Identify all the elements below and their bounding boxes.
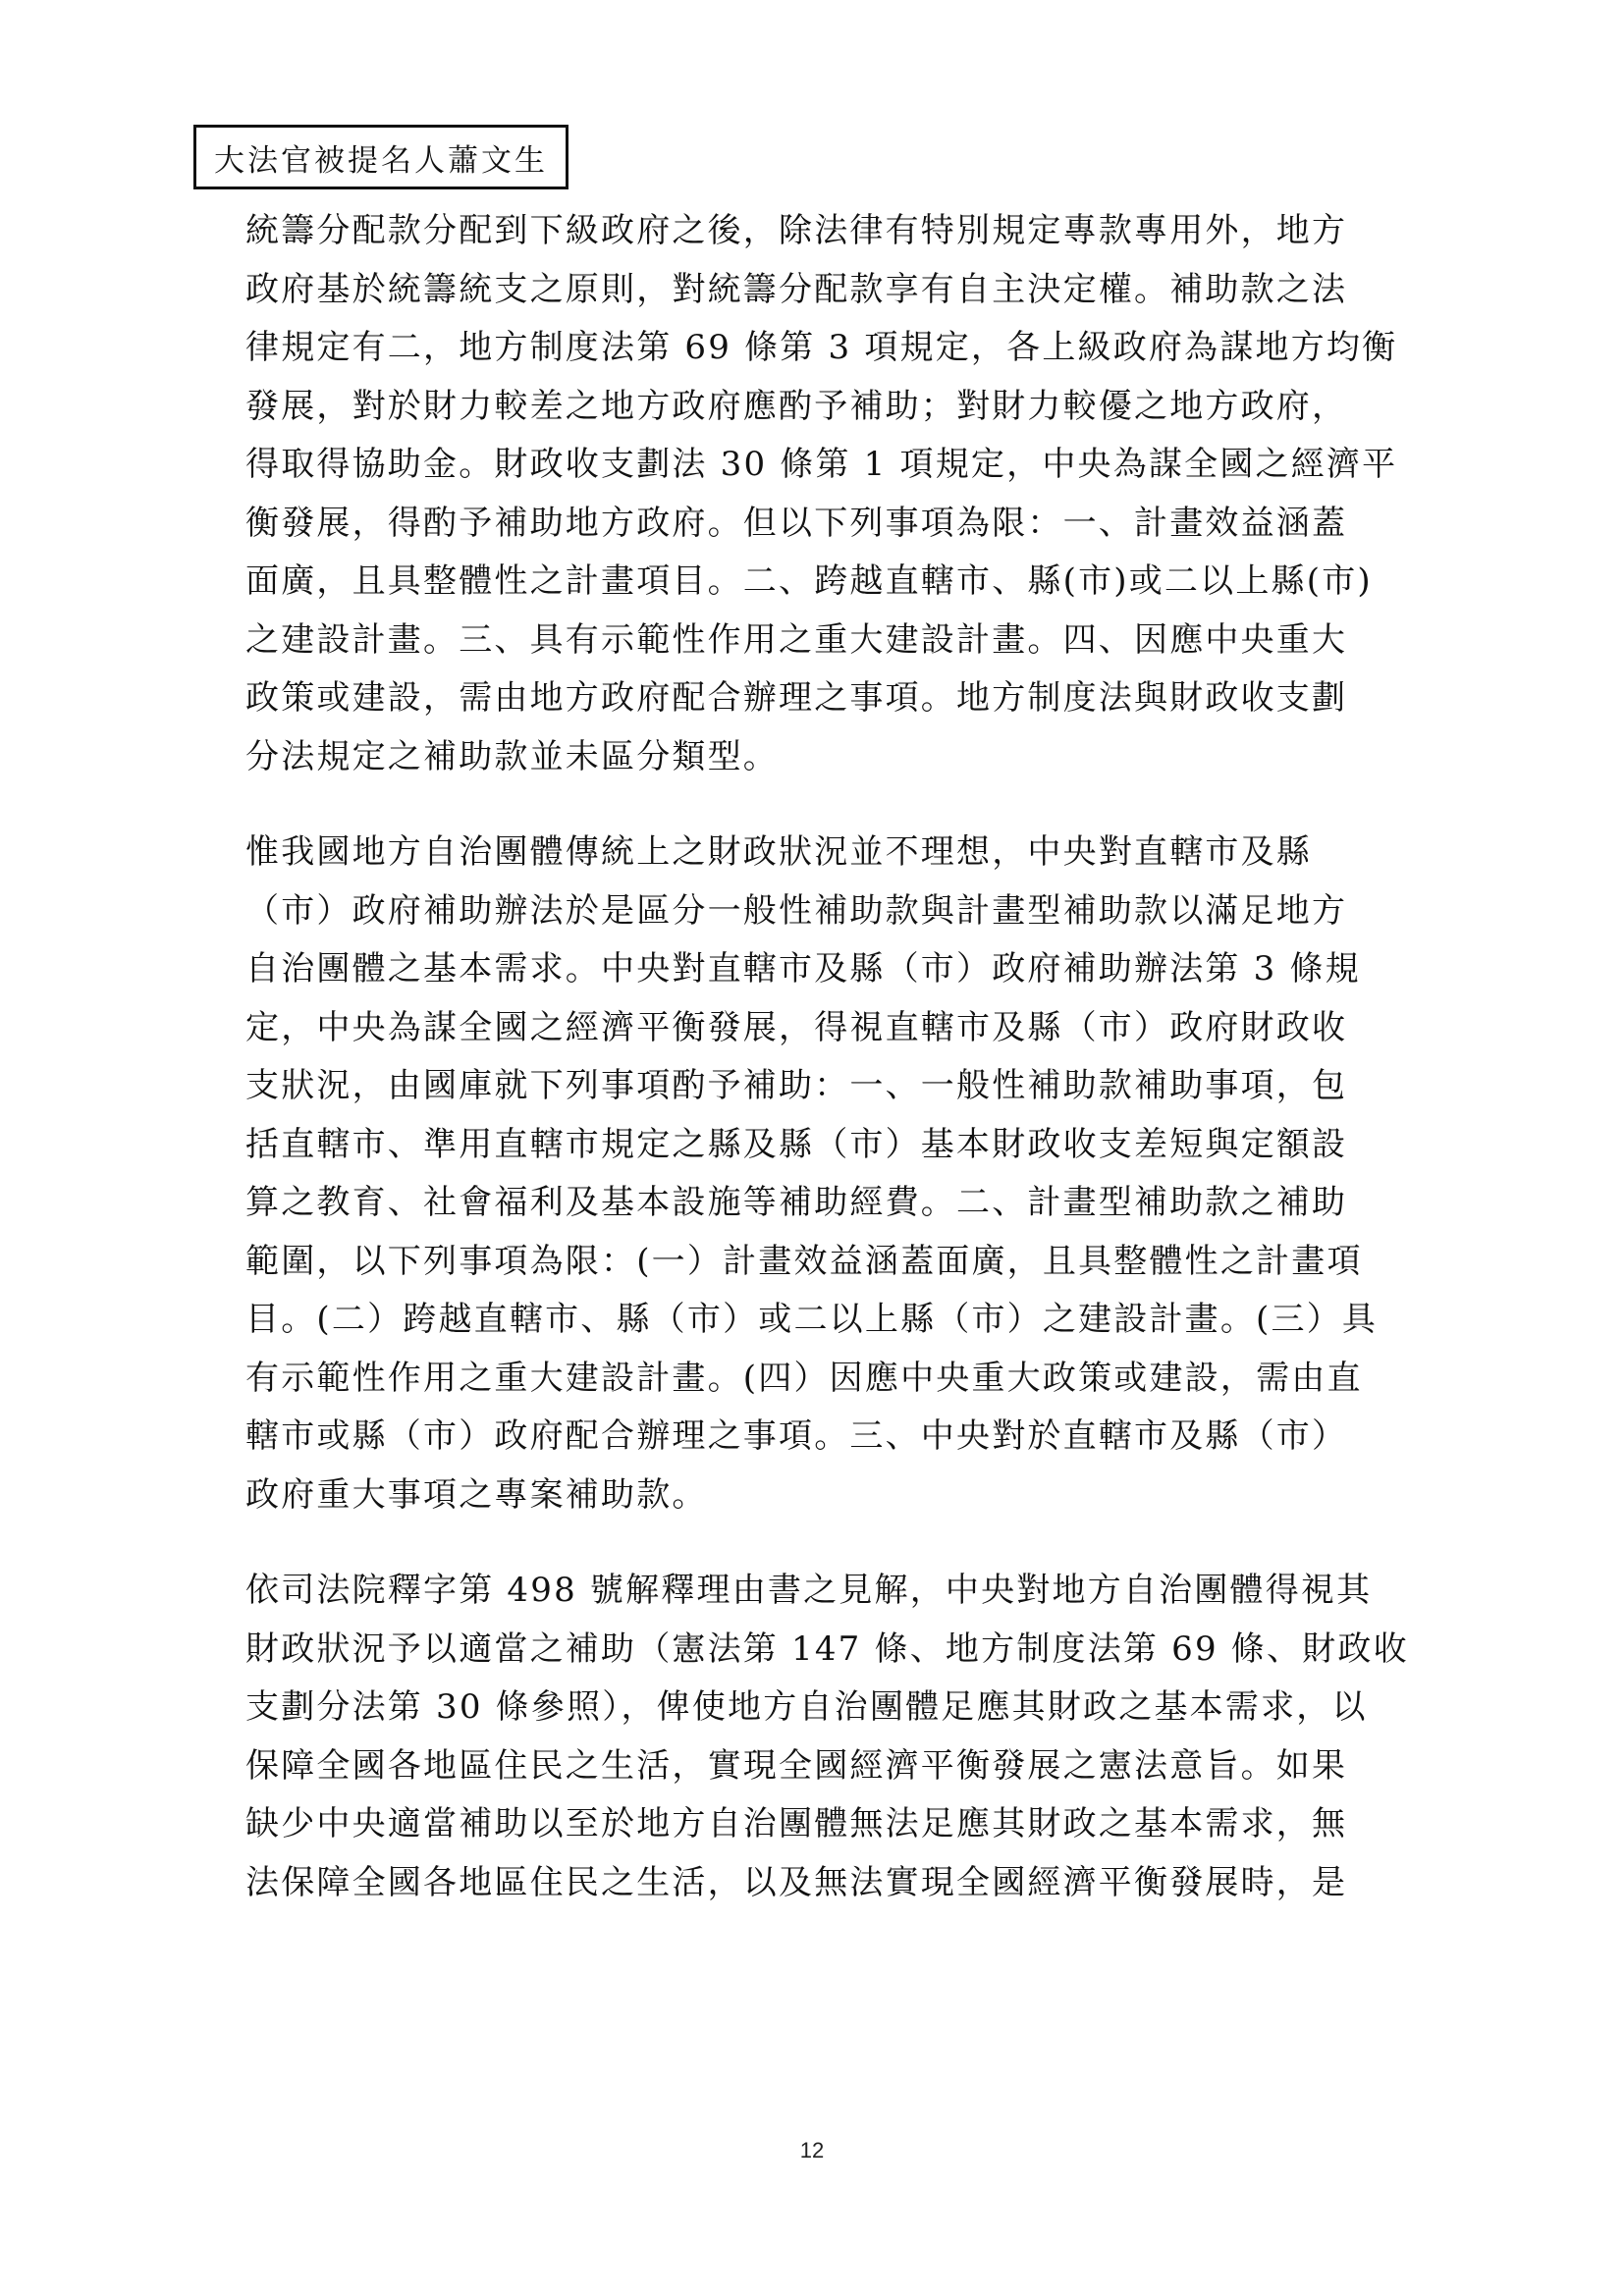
text-line: 括直轄市、準用直轄市規定之縣及縣（市）基本財政收支差短與定額設 xyxy=(245,1124,1348,1164)
document-body xyxy=(245,202,1443,1949)
text-line: 保障全國各地區住民之生活，實現全國經濟平衡發展之憲法意旨。如果 xyxy=(245,1745,1348,1786)
paragraph-2 xyxy=(245,824,1443,1524)
header-box xyxy=(193,125,568,189)
text-line: 支狀況，由國庫就下列事項酌予補助：一、一般性補助款補助事項，包 xyxy=(245,1066,1348,1105)
page-number: 12 xyxy=(799,2138,825,2163)
text-line: 自治團體之基本需求。中央對直轄市及縣（市）政府補助辦法第 3 條規 xyxy=(245,949,1361,988)
text-line: 發展，對於財力較差之地方政府應酌予補助；對財力較優之地方政府， xyxy=(245,386,1348,426)
text-line: 定，中央為謀全國之經濟平衡發展，得視直轄市及縣（市）政府財政收 xyxy=(245,1007,1348,1047)
text-line: 有示範性作用之重大建設計畫。(四）因應中央重大政策或建設，需由直 xyxy=(245,1358,1363,1398)
text-line: 依司法院釋字第 498 號解釋理由書之見解，中央對地方自治團體得視其 xyxy=(245,1571,1373,1610)
text-line: 轄市或縣（市）政府配合辦理之事項。三、中央對於直轄市及縣（市） xyxy=(245,1416,1348,1456)
document-header-title: 大法官被提名人蕭文生 xyxy=(214,142,548,179)
text-line: （市）政府補助辦法於是區分一般性補助款與計畫型補助款以滿足地方 xyxy=(245,890,1348,931)
text-line: 目。(二）跨越直轄市、縣（市）或二以上縣（市）之建設計畫。(三）具 xyxy=(245,1300,1379,1339)
text-line: 惟我國地方自治團體傳統上之財政狀況並不理想，中央對直轄市及縣 xyxy=(245,832,1312,872)
text-line: 法保障全國各地區住民之生活，以及無法實現全國經濟平衡發展時，是 xyxy=(245,1862,1348,1902)
text-line: 政策或建設，需由地方政府配合辦理之事項。地方制度法與財政收支劃 xyxy=(245,678,1348,718)
text-line: 缺少中央適當補助以至於地方自治團體無法足應其財政之基本需求，無 xyxy=(245,1804,1348,1843)
text-line: 算之教育、社會福利及基本設施等補助經費。二、計畫型補助款之補助 xyxy=(245,1183,1348,1222)
text-line: 範圍，以下列事項為限：(一）計畫效益涵蓋面廣，且具整體性之計畫項 xyxy=(245,1241,1363,1281)
text-line: 衡發展，得酌予補助地方政府。但以下列事項為限：一、計畫效益涵蓋 xyxy=(245,503,1348,543)
text-line: 之建設計畫。三、具有示範性作用之重大建設計畫。四、因應中央重大 xyxy=(245,619,1348,660)
text-line: 政府基於統籌統支之原則，對統籌分配款享有自主決定權。補助款之法 xyxy=(245,269,1348,309)
text-line: 律規定有二，地方制度法第 69 條第 3 項規定，各上級政府為謀地方均衡 xyxy=(245,328,1398,367)
text-line: 政府重大事項之專案補助款。 xyxy=(245,1474,708,1515)
text-line: 支劃分法第 30 條參照），俾使地方自治團體足應其財政之基本需求，以 xyxy=(245,1687,1368,1727)
text-line: 統籌分配款分配到下級政府之後，除法律有特別規定專款專用外，地方 xyxy=(245,211,1348,250)
text-line: 財政狀況予以適當之補助（憲法第 147 條、地方制度法第 69 條、財政收 xyxy=(245,1629,1409,1669)
text-line: 分法規定之補助款並未區分類型。 xyxy=(245,736,779,776)
paragraph-1 xyxy=(245,202,1443,786)
text-line: 面廣，且具整體性之計畫項目。二、跨越直轄市、縣(市)或二以上縣(市) xyxy=(245,561,1373,601)
paragraph-3 xyxy=(245,1562,1443,1912)
text-line: 得取得協助金。財政收支劃法 30 條第 1 項規定，中央為謀全國之經濟平 xyxy=(245,445,1398,484)
